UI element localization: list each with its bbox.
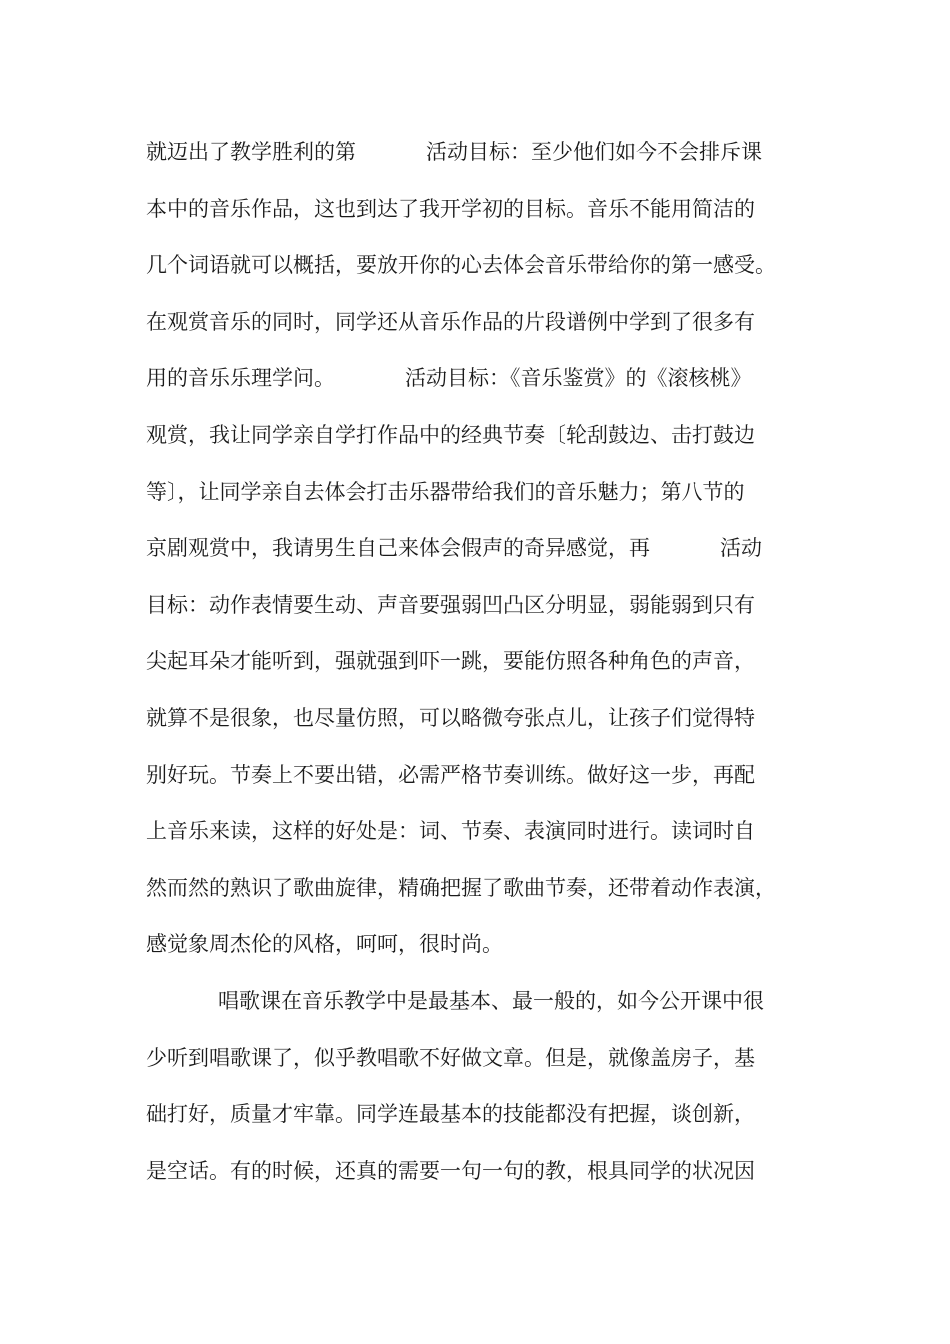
text-line: 几个词语就可以概括，要放开你的心去体会音乐带给你的第一感受。 xyxy=(146,253,776,278)
text-segment: 活动目标：至少他们如今不会排斥课 xyxy=(426,140,762,164)
text-line: 础打好，质量才牢靠。同学连最基本的技能都没有把握，谈创新， xyxy=(146,1102,755,1127)
text-line: 就算不是很象，也尽量仿照，可以略微夸张点儿，让孩子们觉得特 xyxy=(146,705,755,730)
text-segment: 京剧观赏中，我请男生自己来体会假声的奇异感觉，再 xyxy=(146,536,650,561)
text-line: 上音乐来读，这样的好处是：词、节奏、表演同时进行。读词时自 xyxy=(146,819,755,844)
text-line xyxy=(146,358,826,415)
text-segment: 活动目标：《音乐鉴赏》的《滚核桃》 xyxy=(405,366,752,391)
text-line: 是空话。有的时候，还真的需要一句一句的教，根具同学的状况因 xyxy=(146,1158,755,1183)
text-segment: 唱歌课在音乐教学中是最基本、最一般的，如今公开课中很 xyxy=(218,988,764,1013)
text-line: 然而然的熟识了歌曲旋律，精确把握了歌曲节奏，还带着动作表演， xyxy=(146,875,776,900)
text-line: 少听到唱歌课了，似乎教唱歌不好做文章。但是，就像盖房子，基 xyxy=(146,1045,755,1070)
text-line: 别好玩。节奏上不要出错，必需严格节奏训练。做好这一步，再配 xyxy=(146,762,755,787)
text-line: 尖起耳朵才能听到，强就强到吓一跳，要能仿照各种角色的声音， xyxy=(146,649,755,674)
paragraph-first-line xyxy=(146,981,826,1038)
text-line: 本中的音乐作品，这也到达了我开学初的目标。音乐不能用简洁的 xyxy=(146,196,755,221)
text-segment: 用的音乐乐理学问。 xyxy=(146,366,335,391)
text-line: 观赏，我让同学亲自学打作品中的经典节奏〔轮刮鼓边、击打鼓边 xyxy=(146,422,755,447)
text-segment: 活动 xyxy=(720,536,762,561)
text-line: 等〕，让同学亲自去体会打击乐器带给我们的音乐魅力；第八节的 xyxy=(146,479,745,504)
text-line xyxy=(146,132,826,189)
text-line: 目标：动作表情要生动、声音要强弱凹凸区分明显，弱能弱到只有 xyxy=(146,592,755,617)
text-segment: 就迈出了教学胜利的第 xyxy=(146,140,356,164)
text-line xyxy=(146,528,826,585)
text-line: 感觉象周杰伦的风格，呵呵，很时尚。 xyxy=(146,932,503,957)
body-text xyxy=(146,132,826,1207)
text-line: 在观赏音乐的同时，同学还从音乐作品的片段谱例中学到了很多有 xyxy=(146,309,755,334)
